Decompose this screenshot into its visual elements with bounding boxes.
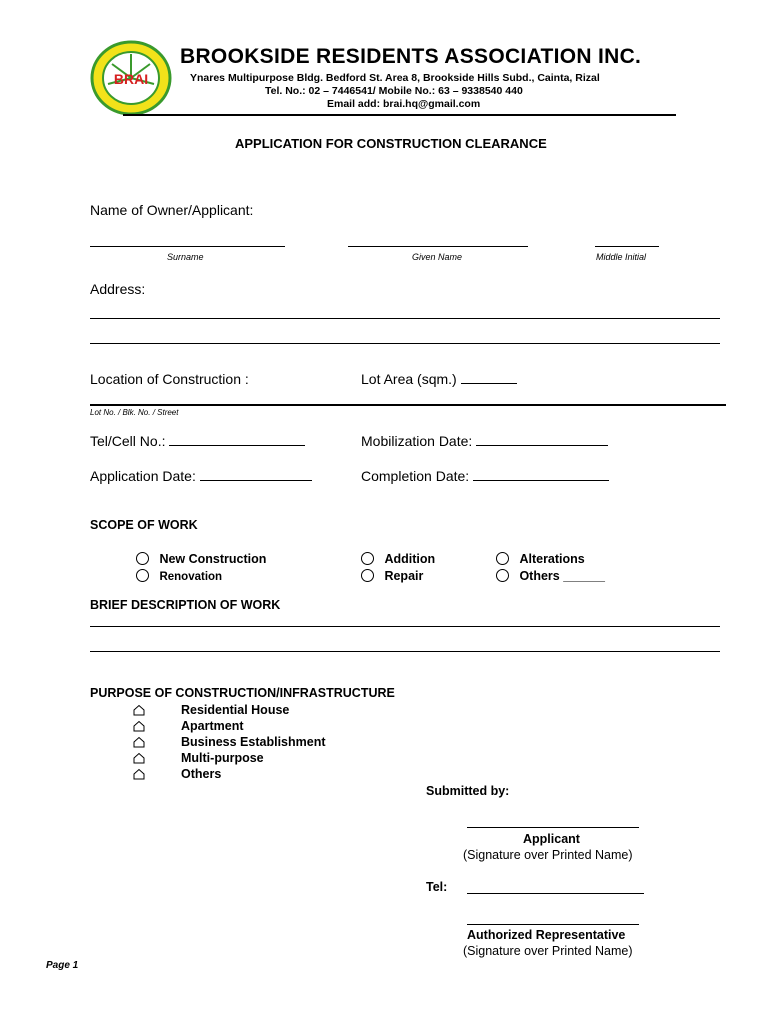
completion-date-blank[interactable] bbox=[473, 468, 609, 481]
purpose-heading: PURPOSE OF CONSTRUCTION/INFRASTRUCTURE bbox=[90, 686, 395, 700]
scope-others[interactable] bbox=[496, 567, 605, 585]
org-email: Email add: brai.hq@gmail.com bbox=[327, 98, 481, 110]
mobilization-blank[interactable] bbox=[476, 433, 608, 446]
lot-hint: Lot No. / Blk. No. / Street bbox=[90, 408, 179, 417]
brief-line-2[interactable] bbox=[90, 651, 720, 652]
org-address: Ynares Multipurpose Bldg. Bedford St. Area 8, Brookside Hills Subd., Cainta, Rizal bbox=[190, 72, 600, 84]
surname-caption: Surname bbox=[167, 252, 204, 262]
owner-label: Name of Owner/Applicant: bbox=[90, 202, 254, 218]
header-rule bbox=[123, 114, 676, 116]
tel-blank[interactable] bbox=[169, 433, 305, 446]
purpose-option-apartment: Apartment bbox=[181, 719, 244, 733]
completion-date-row bbox=[361, 468, 609, 484]
address-label: Address: bbox=[90, 281, 146, 297]
lot-area-label bbox=[361, 371, 517, 387]
tel-signature-line[interactable] bbox=[467, 893, 644, 894]
location-rule[interactable] bbox=[90, 404, 726, 406]
radio-icon[interactable] bbox=[361, 552, 374, 565]
address-line-2[interactable] bbox=[90, 343, 720, 344]
radio-icon[interactable] bbox=[496, 552, 509, 565]
house-checkbox-icon[interactable] bbox=[133, 752, 145, 764]
purpose-option-multipurpose: Multi-purpose bbox=[181, 751, 264, 765]
logo-text: BRAI bbox=[113, 71, 149, 87]
tel-label: Tel/Cell No.: bbox=[90, 433, 166, 449]
scope-option-label: Alterations bbox=[519, 552, 585, 566]
radio-icon[interactable] bbox=[361, 569, 374, 582]
brief-line-1[interactable] bbox=[90, 626, 720, 627]
radio-icon[interactable] bbox=[136, 569, 149, 582]
org-name: BROOKSIDE RESIDENTS ASSOCIATION INC. bbox=[180, 45, 642, 68]
page-number: Page 1 bbox=[46, 960, 79, 971]
location-label: Location of Construction : bbox=[90, 371, 249, 387]
radio-icon[interactable] bbox=[496, 569, 509, 582]
form-title: APPLICATION FOR CONSTRUCTION CLEARANCE bbox=[235, 136, 547, 151]
mobilization-label: Mobilization Date: bbox=[361, 433, 473, 449]
scope-option-label: Repair bbox=[384, 569, 424, 583]
scope-option-label: Others ______ bbox=[519, 569, 605, 583]
mobilization-row bbox=[361, 433, 608, 449]
applicant-label: Applicant bbox=[523, 832, 580, 846]
purpose-option-business: Business Establishment bbox=[181, 735, 326, 749]
application-date-row bbox=[90, 468, 312, 484]
address-line-1[interactable] bbox=[90, 318, 720, 319]
scope-renovation[interactable] bbox=[136, 567, 222, 585]
house-checkbox-icon[interactable] bbox=[133, 704, 145, 716]
scope-new-construction[interactable] bbox=[136, 550, 266, 568]
given-name-line[interactable] bbox=[348, 246, 528, 247]
house-checkbox-icon[interactable] bbox=[133, 736, 145, 748]
middle-initial-line[interactable] bbox=[595, 246, 659, 247]
given-name-caption: Given Name bbox=[412, 252, 463, 262]
applicant-signature-note: (Signature over Printed Name) bbox=[463, 848, 633, 862]
scope-repair[interactable] bbox=[361, 567, 423, 585]
brai-logo bbox=[90, 40, 172, 116]
applicant-signature-line[interactable] bbox=[467, 827, 639, 828]
scope-heading: SCOPE OF WORK bbox=[90, 518, 198, 532]
middle-initial-caption: Middle Initial bbox=[596, 252, 647, 262]
purpose-option-residential: Residential House bbox=[181, 703, 290, 717]
surname-line[interactable] bbox=[90, 246, 285, 247]
completion-date-label: Completion Date: bbox=[361, 468, 470, 484]
tel-short-label: Tel: bbox=[426, 880, 448, 894]
scope-alterations[interactable] bbox=[496, 550, 585, 568]
org-phone: Tel. No.: 02 – 7446541/ Mobile No.: 63 – 9338540 440 bbox=[265, 85, 523, 97]
scope-addition[interactable] bbox=[361, 550, 435, 568]
representative-signature-line[interactable] bbox=[467, 924, 639, 925]
scope-option-label: New Construction bbox=[159, 552, 267, 566]
lot-area-blank[interactable] bbox=[461, 371, 517, 384]
application-date-label: Application Date: bbox=[90, 468, 196, 484]
radio-icon[interactable] bbox=[136, 552, 149, 565]
lot-area-text: Lot Area (sqm.) bbox=[361, 371, 457, 387]
tel-row bbox=[90, 433, 305, 449]
purpose-option-others: Others bbox=[181, 767, 222, 781]
scope-option-label: Renovation bbox=[159, 571, 223, 583]
house-checkbox-icon[interactable] bbox=[133, 768, 145, 780]
representative-signature-note: (Signature over Printed Name) bbox=[463, 944, 633, 958]
brief-heading: BRIEF DESCRIPTION OF WORK bbox=[90, 598, 281, 612]
house-checkbox-icon[interactable] bbox=[133, 720, 145, 732]
application-date-blank[interactable] bbox=[200, 468, 312, 481]
authorized-representative-label: Authorized Representative bbox=[467, 928, 626, 942]
submitted-by-label: Submitted by: bbox=[426, 784, 510, 798]
scope-option-label: Addition bbox=[384, 552, 436, 566]
